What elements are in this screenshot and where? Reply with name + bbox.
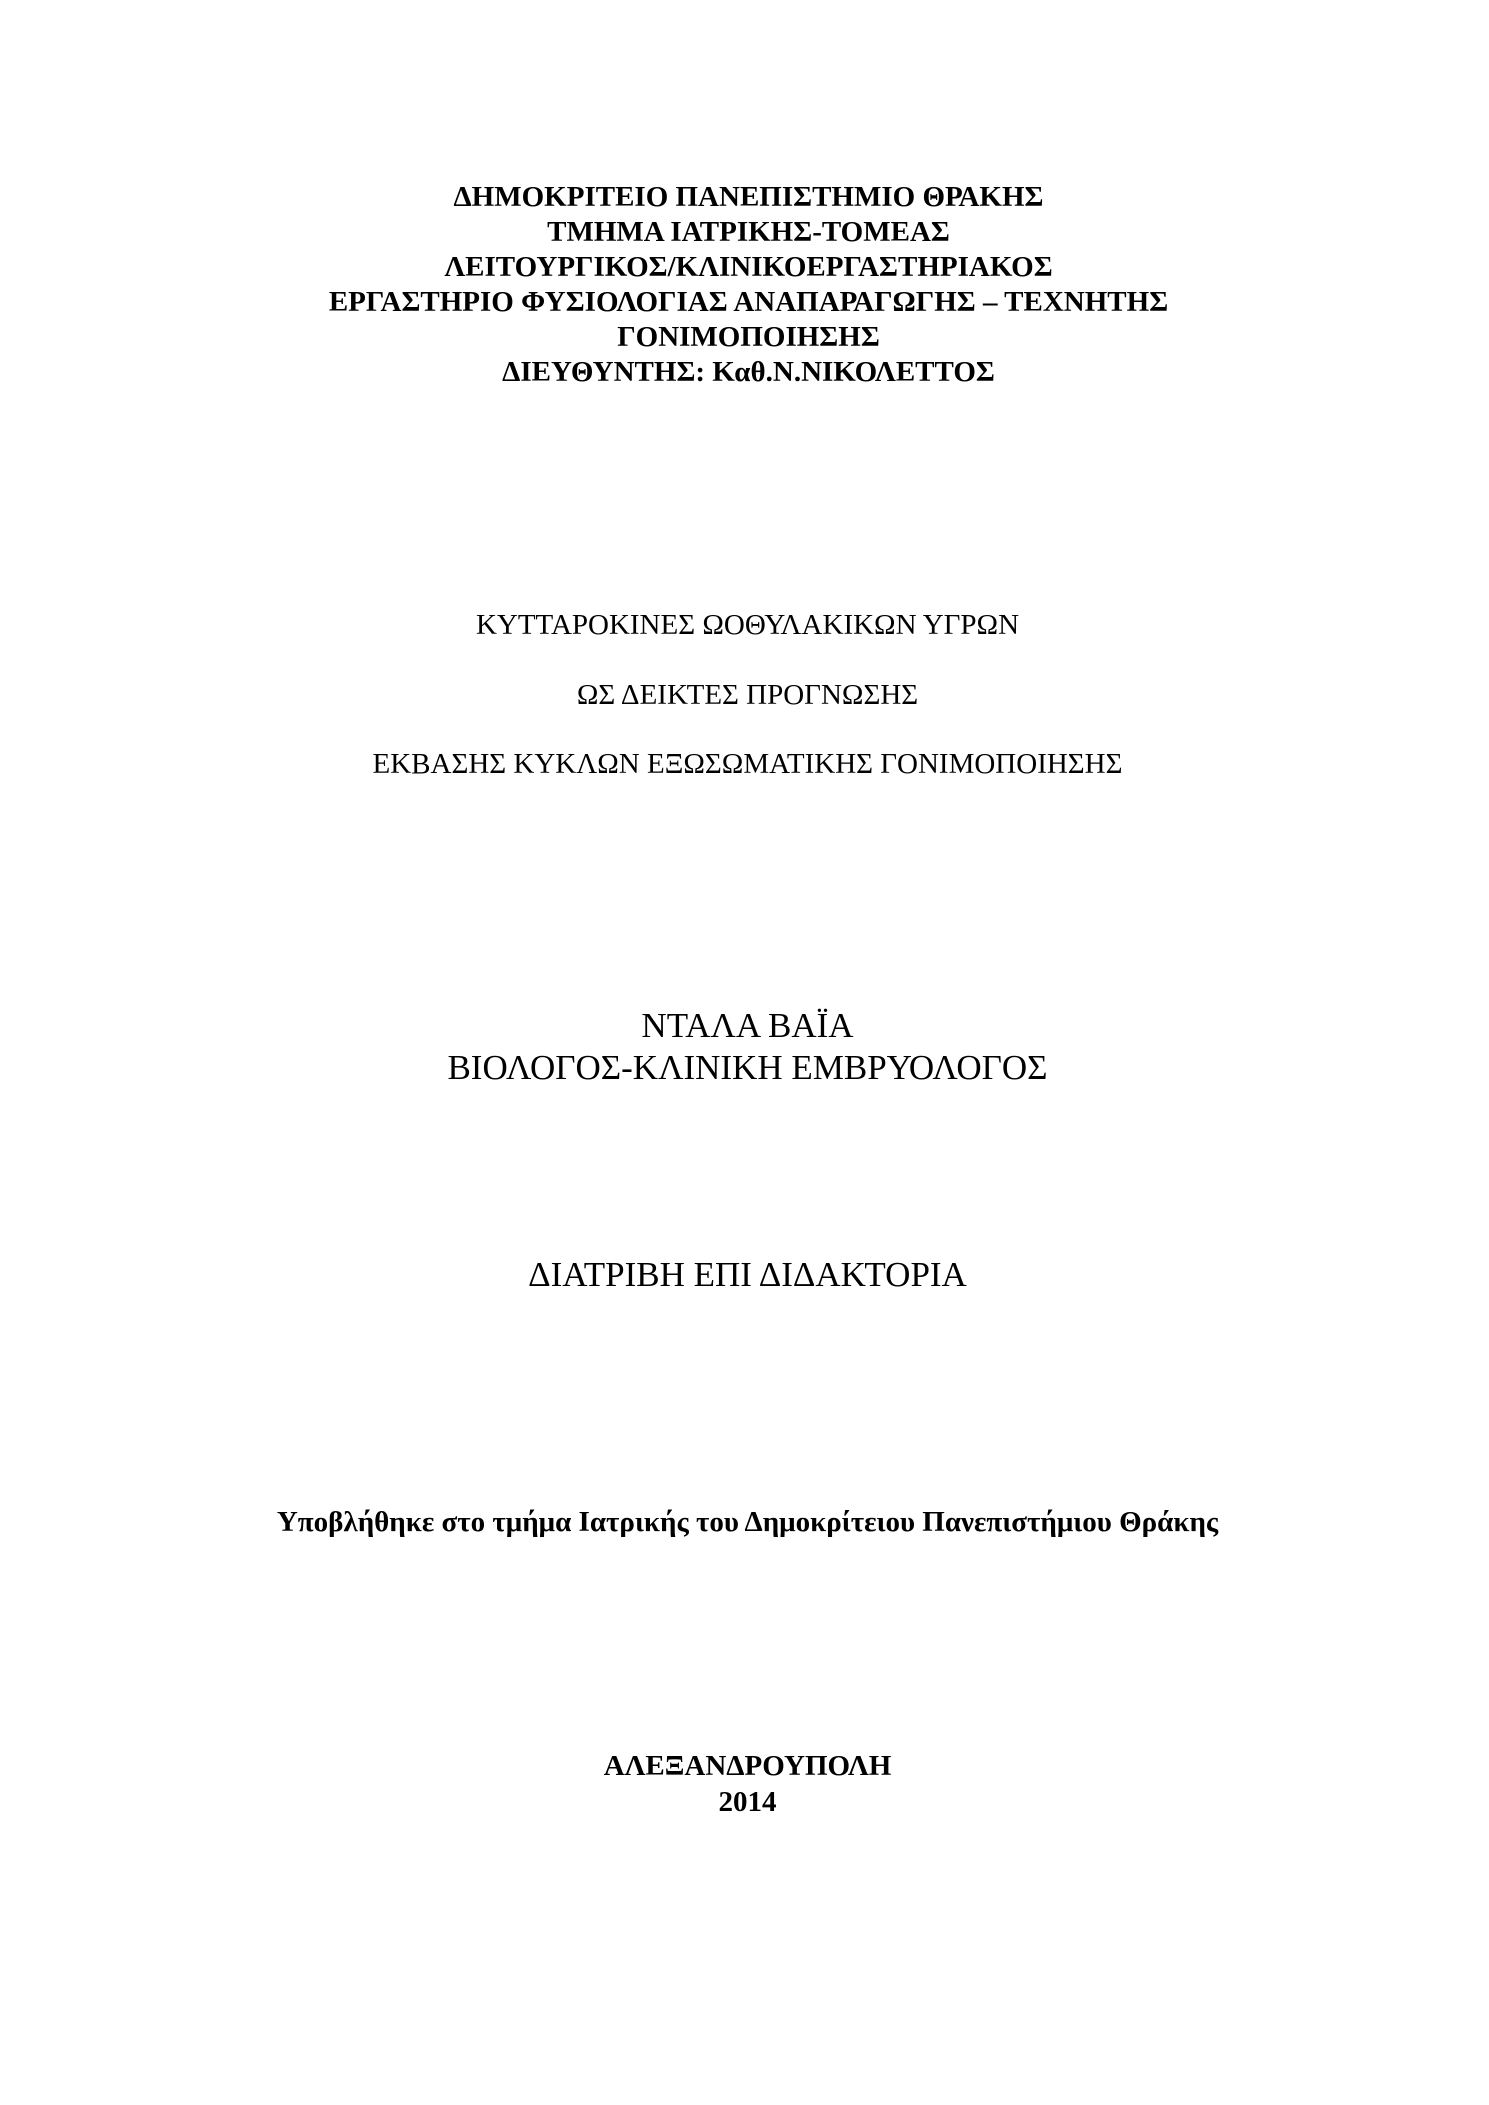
author-profession: ΒΙΟΛΟΓΟΣ-ΚΛΙΝΙΚΗ ΕΜΒΡΥΟΛΟΓΟΣ (447, 1048, 1048, 1087)
thesis-type: ΔΙΑΤΡΙΒΗ ΕΠΙ ΔΙΔΑΚΤΟΡΙΑ (528, 1255, 967, 1294)
header-line-laboratory-cont: ΓΟΝΙΜΟΠΟΙΗΣΗΣ (617, 321, 880, 353)
header-line-department: ΤΜΗΜΑ ΙΑΤΡΙΚΗΣ-ΤΟΜΕΑΣ (547, 216, 950, 248)
submission-statement: Υποβλήθηκε στο τμήμα Ιατρικής του Δημοκρίτειου Πανεπιστήμιου Θράκης (276, 1506, 1219, 1538)
header-line-sector: ΛΕΙΤΟΥΡΓΙΚΟΣ/ΚΛΙΝΙΚΟΕΡΓΑΣΤΗΡΙΑΚΟΣ (444, 251, 1053, 283)
author-name: ΝΤΑΛΑ ΒΑΪΑ (641, 1006, 854, 1045)
place: ΑΛΕΞΑΝΔΡΟΥΠΟΛΗ (603, 1750, 892, 1782)
header-line-university: ΔΗΜΟΚΡΙΤΕΙΟ ΠΑΝΕΠΙΣΤΗΜΙΟ ΘΡΑΚΗΣ (453, 181, 1044, 213)
header-line-laboratory: ΕΡΓΑΣΤΗΡΙΟ ΦΥΣΙΟΛΟΓΙΑΣ ΑΝΑΠΑΡΑΓΩΓΗΣ – ΤΕΧΝΗΤΗΣ (328, 286, 1169, 318)
institution-header (0, 180, 1489, 390)
place-and-year (0, 1748, 1489, 1820)
thesis-title-line-1: ΚΥΤΤΑΡΟΚΙΝΕΣ ΩΟΘΥΛΑΚΙΚΩΝ ΥΓΡΩΝ (475, 609, 1020, 641)
author-block (0, 1005, 1489, 1089)
thesis-title-line-2: ΩΣ ΔΕΙΚΤΕΣ ΠΡΟΓΝΩΣΗΣ (576, 679, 919, 711)
thesis-title-line-3: ΕΚΒΑΣΗΣ ΚΥΚΛΩΝ ΕΞΩΣΩΜΑΤΙΚΗΣ ΓΟΝΙΜΟΠΟΙΗΣΗΣ (372, 748, 1123, 780)
header-line-director: ΔΙΕΥΘΥΝΤΗΣ: Καθ.Ν.ΝΙΚΟΛΕΤΤΟΣ (502, 356, 995, 388)
year: 2014 (718, 1786, 777, 1818)
